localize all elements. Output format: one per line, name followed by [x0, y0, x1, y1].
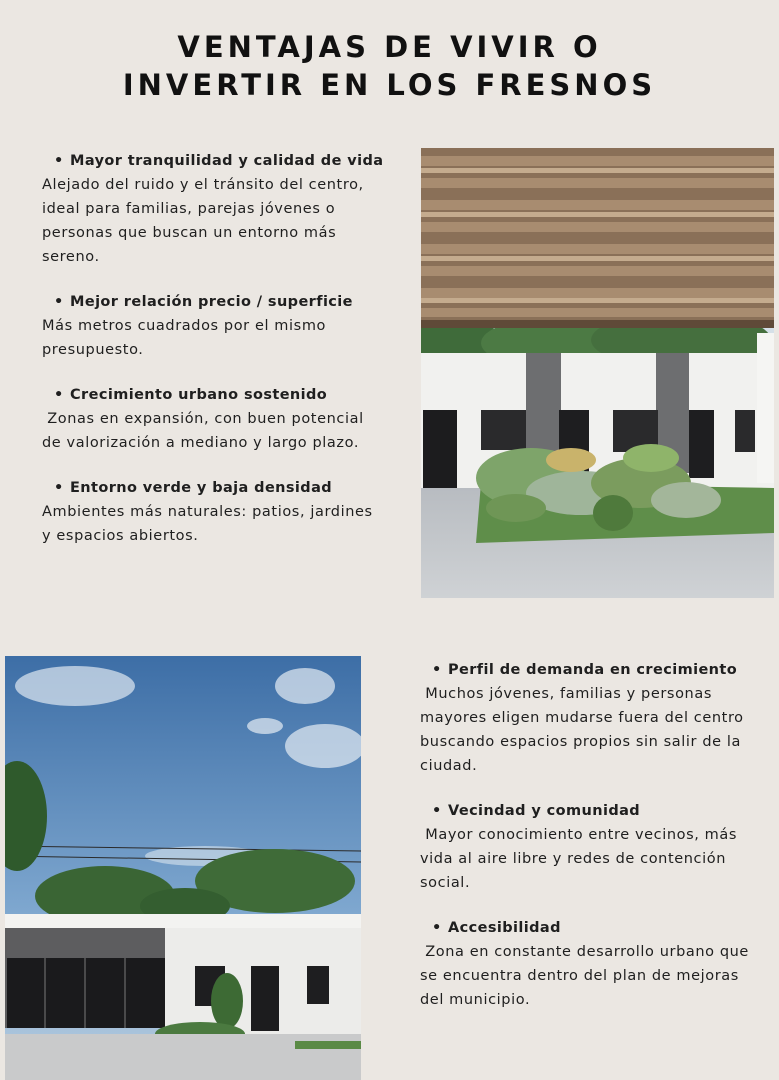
benefit-heading-text: Crecimiento urbano sostenido	[70, 387, 328, 403]
benefit-text: Zonas en expansión, con buen potencial de valorización a mediano y largo plazo.	[42, 411, 369, 451]
benefit-heading-text: Entorno verde y baja densidad	[70, 480, 333, 496]
benefit-item	[42, 384, 387, 455]
benefit-heading	[420, 659, 765, 682]
benefit-heading-text: Vecindad y comunidad	[448, 803, 641, 819]
bullet-icon: •	[54, 387, 64, 403]
benefits-list-right	[420, 659, 765, 1034]
title-line-1: VENTAJAS DE VIVIR O	[177, 30, 602, 64]
benefit-heading-text: Mejor relación precio / superficie	[70, 294, 353, 310]
benefit-text: Ambientes más naturales: patios, jardines y espacios abiertos.	[42, 504, 373, 544]
benefit-item	[42, 291, 387, 362]
bullet-icon: •	[432, 662, 442, 678]
benefit-item	[420, 800, 765, 895]
benefit-heading-text: Perfil de demanda en crecimiento	[448, 662, 738, 678]
benefit-heading	[42, 150, 387, 173]
benefit-item	[420, 659, 765, 778]
bullet-icon: •	[54, 480, 64, 496]
benefit-item	[420, 917, 765, 1012]
benefit-heading	[420, 800, 765, 823]
benefit-text: Mayor conocimiento entre vecinos, más vida al aire libre y redes de contención social.	[420, 827, 743, 891]
benefit-item	[42, 477, 387, 548]
benefit-text: Muchos jóvenes, familias y personas mayores eligen mudarse fuera del centro buscando espacios propios sin salir de la ciudad.	[420, 686, 749, 774]
benefit-heading	[42, 291, 387, 314]
benefit-text: Zona en constante desarrollo urbano que se encuentra dentro del plan de mejoras del municipio.	[420, 944, 755, 1008]
benefit-text: Más metros cuadrados por el mismo presupuesto.	[42, 318, 327, 358]
house-sky-image	[5, 656, 361, 1080]
benefit-item	[42, 150, 387, 269]
title-line-2: INVERTIR EN LOS FRESNOS	[122, 68, 657, 102]
benefit-heading	[42, 384, 387, 407]
bullet-icon: •	[432, 920, 442, 936]
bullet-icon: •	[54, 294, 64, 310]
benefit-text: Alejado del ruido y el tránsito del centro, ideal para familias, parejas jóvenes o personas que buscan un entorno más sereno.	[42, 177, 364, 265]
benefit-heading	[420, 917, 765, 940]
bullet-icon: •	[432, 803, 442, 819]
benefit-heading	[42, 477, 387, 500]
benefits-list-left	[42, 150, 387, 570]
bullet-icon: •	[54, 153, 64, 169]
house-pergola-image	[421, 148, 774, 598]
benefit-heading-text: Mayor tranquilidad y calidad de vida	[70, 153, 384, 169]
benefit-heading-text: Accesibilidad	[448, 920, 561, 936]
page-title	[0, 28, 779, 104]
